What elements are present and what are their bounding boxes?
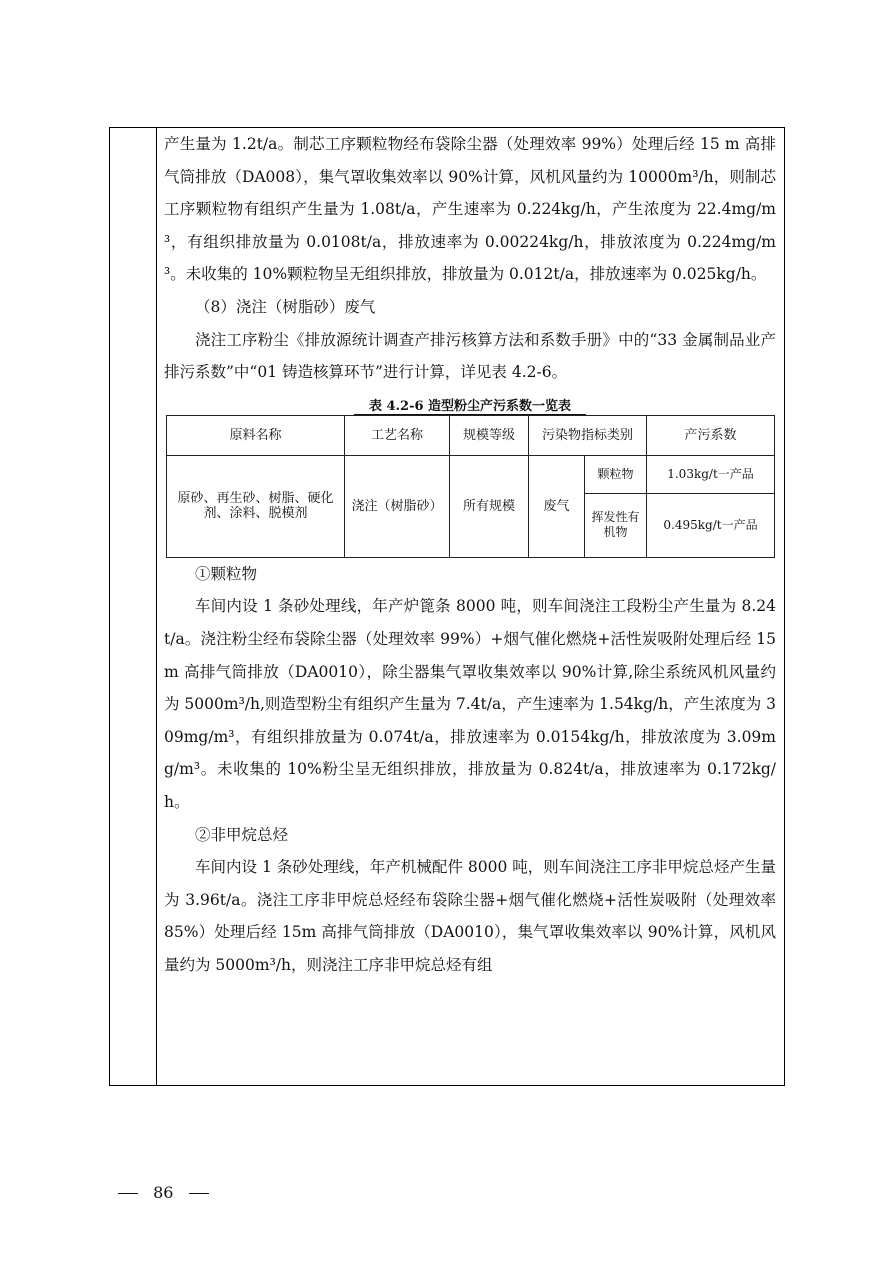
cell-scale: 所有规模 [450, 455, 529, 557]
table-header-row [167, 415, 775, 455]
cell-category: 废气 [529, 455, 585, 557]
cell-process: 浇注（树脂砂） [345, 455, 450, 557]
header-material: 原料名称 [167, 415, 345, 455]
frame-right-rule [784, 128, 785, 1085]
header-scale: 规模等级 [450, 415, 529, 455]
cell-coefficient-voc: 0.495kg/t一产品 [647, 493, 775, 557]
header-coefficient: 产污系数 [647, 415, 775, 455]
subheading-nmhc: ②非甲烷总烃 [195, 825, 289, 844]
header-pollutant-type: 污染物指标类别 [529, 415, 647, 455]
cell-pollutant-voc: 挥发性有机物 [585, 493, 647, 557]
paragraph-particulate-pouring: 车间内设 1 条砂处理线，年产炉篦条 8000 吨，则车间浇注工段粉尘产生量为 8.24t/a。浇注粉尘经布袋除尘器（处理效率 99%）+烟气催化燃烧+活性炭吸附处理后经 15m 高排气筒排放（DA0010），除尘器集气罩收集效率以 90%计算,除尘系统风机风量约为 5000m³/h,则造型粉尘有组织产生量为 7.4t/a，产生速率为 1.54kg/h，产生浓度为 309mg/m³，有组织排放量为 0.074t/a，排放速率为 0.0154kg/h，排放浓度为 3.09mg/m³。未收集的 10%粉尘呈无组织排放，排放量为 0.824t/a，排放速率为 0.172kg/h。 [164, 597, 776, 811]
section-heading-pouring: （8）浇注（树脂砂）废气 [195, 297, 376, 316]
page-footer [118, 1183, 209, 1202]
cell-material: 原砂、再生砂、树脂、硬化剂、涂料、脱模剂 [167, 455, 345, 557]
cell-coefficient-particulate: 1.03kg/t一产品 [647, 455, 775, 493]
footer-dash-left [118, 1193, 138, 1194]
footer-dash-right [189, 1193, 209, 1194]
page-number: 86 [153, 1183, 174, 1202]
table-caption [164, 399, 776, 415]
frame-inner-rule [156, 128, 157, 1085]
table-row [167, 455, 775, 493]
emission-coefficient-table [166, 415, 775, 558]
paragraph-particulate-core: 产生量为 1.2t/a。制芯工序颗粒物经布袋除尘器（处理效率 99%）处理后经 15 m 高排气筒排放（DA008），集气罩收集效率以 90%计算，风机风量约为 10000m³/h，则制芯工序颗粒物有组织产生量为 1.08t/a，产生速率为 0.224kg/h，产生浓度为 22.4mg/m³，有组织排放量为 0.0108t/a，排放速率为 0.00224kg/h，排放浓度为 0.224mg/m³。未收集的 10%颗粒物呈无组织排放，排放量为 0.012t/a，排放速率为 0.025kg/h。 [164, 135, 776, 284]
subheading-particulate: ①颗粒物 [195, 564, 258, 583]
paragraph-nmhc: 车间内设 1 条砂处理线，年产机械配件 8000 吨，则车间浇注工序非甲烷总烃产生量为 3.96t/a。浇注工序非甲烷总烃经布袋除尘器+烟气催化燃烧+活性炭吸附（处理效率 85%）处理后经 15m 高排气筒排放（DA0010），集气罩收集效率以 90%计算，风机风量约为 5000m³/h，则浇注工序非甲烷总烃有组 [164, 858, 776, 974]
frame-left-rule [109, 128, 110, 1085]
document-body [164, 128, 776, 981]
header-process: 工艺名称 [345, 415, 450, 455]
caption-underline [354, 414, 586, 415]
cell-pollutant-particulate: 颗粒物 [585, 455, 647, 493]
paragraph-pouring-intro: 浇注工序粉尘《排放源统计调查产排污核算方法和系数手册》中的“33 金属制品业产排污系数”中“01 铸造核算环节”进行计算，详见表 4.2-6。 [164, 330, 776, 382]
table-caption-text: 表 4.2-6 造型粉尘产污系数一览表 [368, 398, 572, 414]
